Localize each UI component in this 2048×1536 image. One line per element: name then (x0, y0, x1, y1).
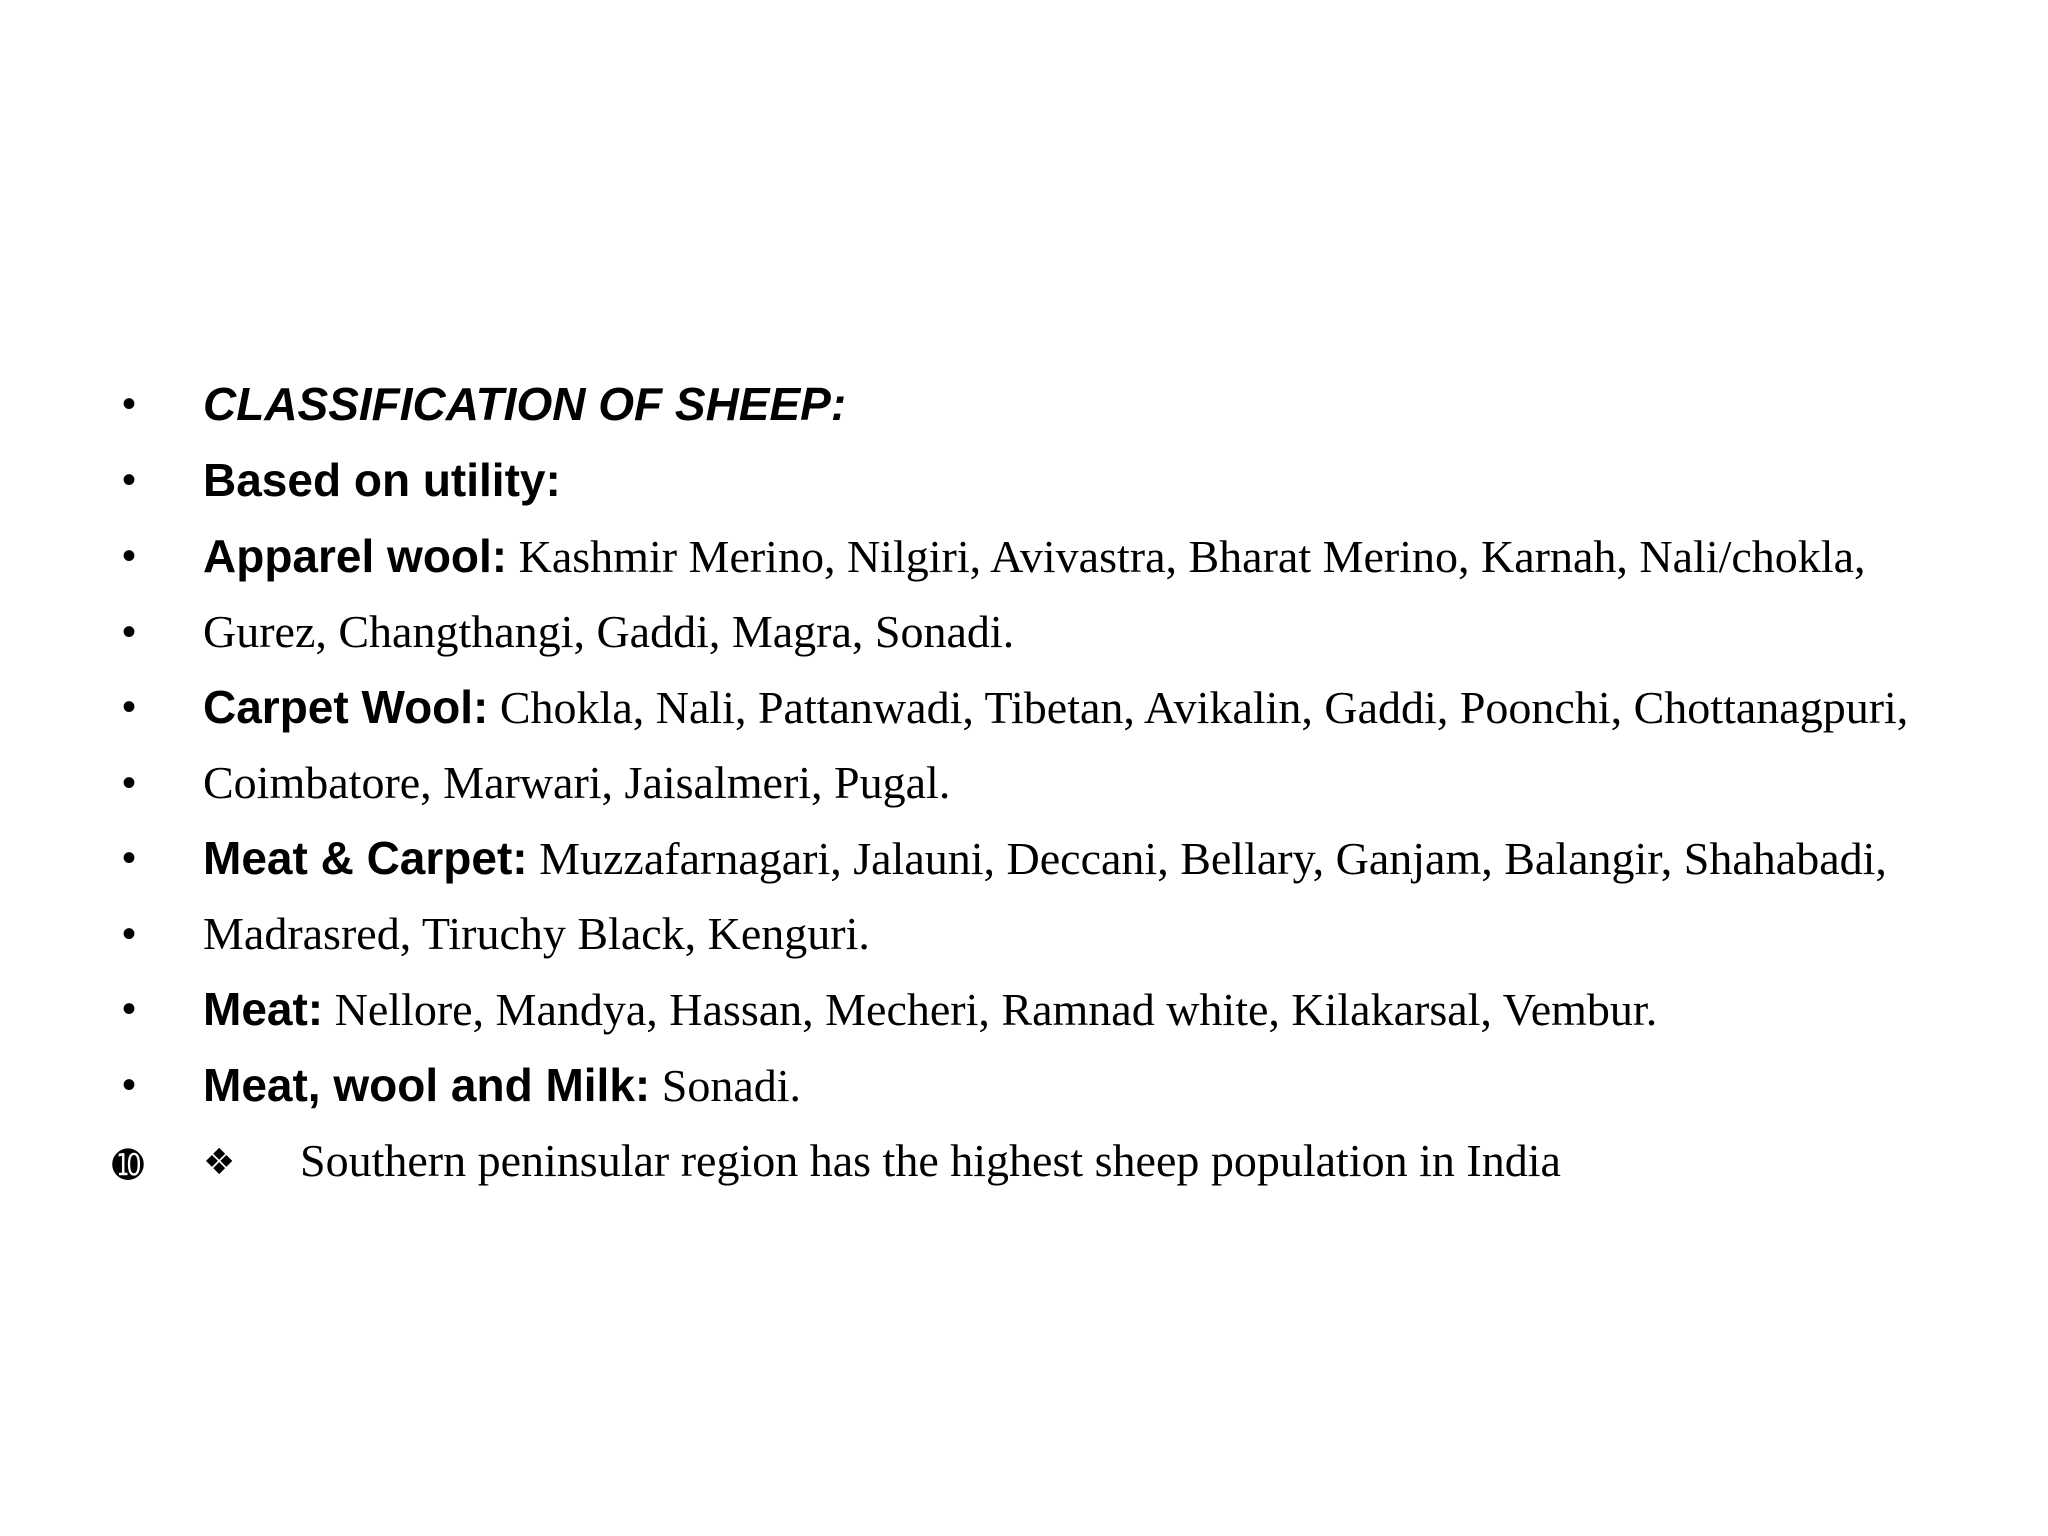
note-item (0, 1131, 2048, 1191)
category-label: Meat, wool and Milk: (203, 1059, 651, 1111)
list-item (0, 828, 2048, 890)
slide-title: CLASSIFICATION OF SHEEP: (203, 378, 847, 430)
breed-list: Sonadi. (650, 1060, 802, 1111)
number-ten-icon: ➓ (112, 1143, 144, 1187)
bullet-icon: • (122, 761, 137, 805)
note-text: Southern peninsular region has the highest sheep population in India (300, 1135, 1561, 1186)
breed-list: Coimbatore, Marwari, Jaisalmeri, Pugal. (203, 757, 951, 808)
breed-list: Madrasred, Tiruchy Black, Kenguri. (203, 908, 870, 959)
bullet-icon: • (122, 610, 137, 654)
breed-list: Nellore, Mandya, Hassan, Mecheri, Ramnad white, Kilakarsal, Vembur. (323, 984, 1658, 1035)
breed-list: Gurez, Changthangi, Gaddi, Magra, Sonadi. (203, 606, 1015, 657)
list-item-subheading (0, 450, 2048, 512)
bullet-icon: • (122, 534, 137, 578)
category-label: Meat & Carpet: (203, 832, 528, 884)
bullet-icon: • (122, 685, 137, 729)
bullet-icon: • (122, 382, 137, 426)
bullet-icon: • (122, 458, 137, 502)
subheading: Based on utility: (203, 454, 561, 506)
list-item-title (0, 374, 2048, 436)
list-item (0, 526, 2048, 588)
breed-list: Chokla, Nali, Pattanwadi, Tibetan, Avikalin, Gaddi, Poonchi, Chottanagpuri, (488, 682, 1909, 733)
bullet-list (0, 374, 2048, 1205)
list-item (0, 979, 2048, 1041)
bullet-icon: • (122, 987, 137, 1031)
list-item (0, 677, 2048, 739)
list-item (0, 602, 2048, 663)
bullet-icon: • (122, 912, 137, 956)
list-item (0, 904, 2048, 965)
category-label: Apparel wool: (203, 530, 508, 582)
list-item (0, 1055, 2048, 1117)
diamond-bullet-icon: ❖ (203, 1142, 236, 1183)
breed-list: Kashmir Merino, Nilgiri, Avivastra, Bharat Merino, Karnah, Nali/chokla, (507, 531, 1866, 582)
category-label: Carpet Wool: (203, 681, 489, 733)
bullet-icon: • (122, 836, 137, 880)
bullet-icon: • (122, 1063, 137, 1107)
breed-list: Muzzafarnagari, Jalauni, Deccani, Bellary, Ganjam, Balangir, Shahabadi, (527, 833, 1887, 884)
category-label: Meat: (203, 983, 324, 1035)
list-item (0, 753, 2048, 814)
